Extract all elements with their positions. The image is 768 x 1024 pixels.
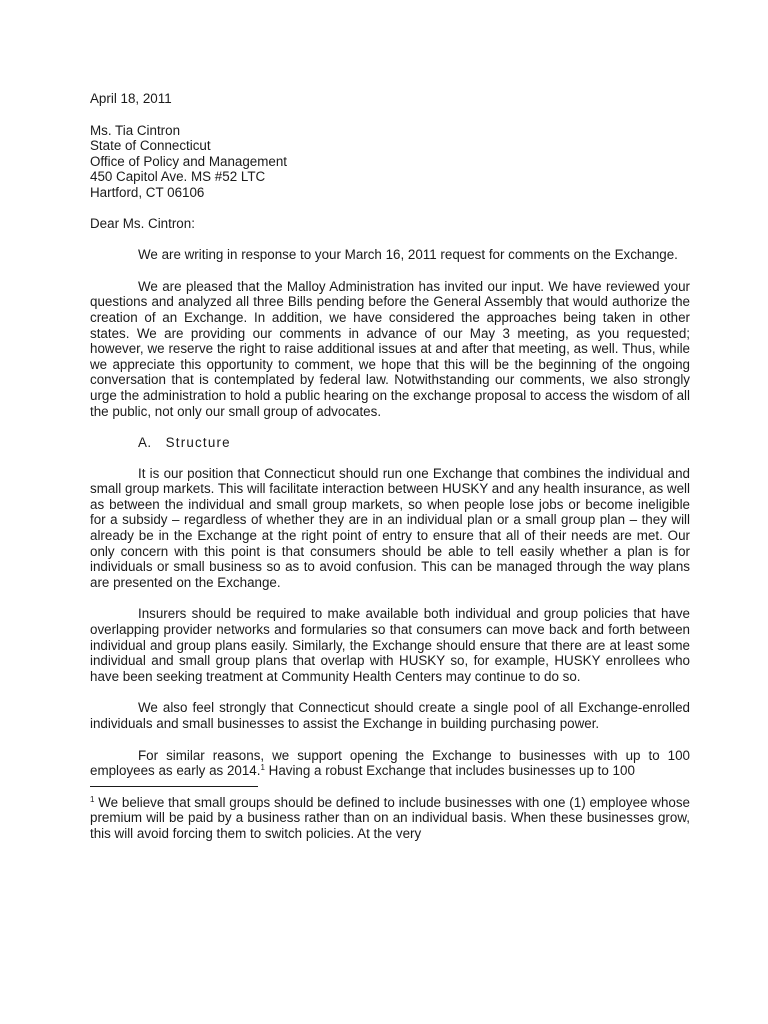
paragraph-businesses	[90, 748, 690, 779]
recipient-name: Ms. Tia Cintron	[90, 122, 181, 138]
paragraph-businesses-end: Having a robust Exchange that includes businesses up to 100	[264, 763, 635, 779]
recipient-city: Hartford, CT 06106	[90, 184, 205, 200]
paragraph-input: We are pleased that the Malloy Administration has invited our input. We have reviewed your questions and analyzed all three Bills pending before the General Assembly that would authorize the creation of an Exchange. In addition, we have considered the approaches being taken in other states. We are providing our comments in advance of our May 3 meeting, as you requested; however, we reserve the right to raise additional issues at and after that meeting, as well. Thus, while we appreciate this opportunity to comment, we hope that this will be the beginning of the ongoing conversation that is contemplated by federal law. Notwithstanding our comments, we also strongly urge the administration to hold a public hearing on the exchange proposal to access the wisdom of all the public, not only our small group of advocates.	[90, 278, 690, 419]
paragraph-one-exchange: It is our position that Connecticut should run one Exchange that combines the individual and small group markets. This will facilitate interaction between HUSKY and any health insurance, as well as between the individual and small group markets, so when people lose jobs or become ineligible for a subsidy – regardless of whether they are in an individual plan or a small group plan – they will already be in the Exchange at the right point of entry to ensure that all of their needs are met. Our only concern with this point is that consumers should be able to tell easily whether a plan is for individuals or small business so as to avoid confusion. This can be managed through the way plans are presented on the Exchange.	[90, 465, 690, 590]
footnote-text: We believe that small groups should be defined to include businesses with one (1) employee whose premium will be paid by a business rather than on an individual basis. When these businesses grow, this will avoid forcing them to switch policies. At the very	[90, 794, 690, 841]
recipient-organization: State of Connecticut	[90, 138, 211, 154]
paragraph-businesses-start: For similar reasons, we support opening the Exchange to businesses with up to 100 employees as early as 2014.	[90, 747, 690, 779]
recipient-address	[90, 123, 690, 201]
paragraph-response: We are writing in response to your March 16, 2011 request for comments on the Exchange.	[138, 247, 678, 263]
footnote-reference: 1	[260, 763, 265, 773]
recipient-street: 450 Capitol Ave. MS #52 LTC	[90, 169, 266, 185]
letter-page	[90, 91, 690, 842]
section-title: Structure	[165, 435, 231, 451]
salutation: Dear Ms. Cintron:	[90, 215, 195, 231]
footnote-divider	[90, 786, 258, 787]
paragraph-single-pool: We also feel strongly that Connecticut should create a single pool of all Exchange-enrolled individuals and small businesses to assist the Exchange in building purchasing power.	[90, 700, 690, 731]
recipient-office: Office of Policy and Management	[90, 153, 288, 169]
section-heading-structure	[138, 435, 690, 451]
footnote-marker: 1	[90, 794, 95, 804]
paragraph-insurers: Insurers should be required to make available both individual and group policies that have overlapping provider networks and formularies so that consumers can move back and forth between individual and group plans easily. Similarly, the Exchange should ensure that there are at least some individual and small group plans that overlap with HUSKY so, for example, HUSKY enrollees who have been seeking treatment at Community Health Centers may continue to do so.	[90, 606, 690, 684]
footnote	[90, 795, 690, 842]
letter-date: April 18, 2011	[90, 91, 172, 106]
section-letter: A.	[138, 435, 152, 451]
